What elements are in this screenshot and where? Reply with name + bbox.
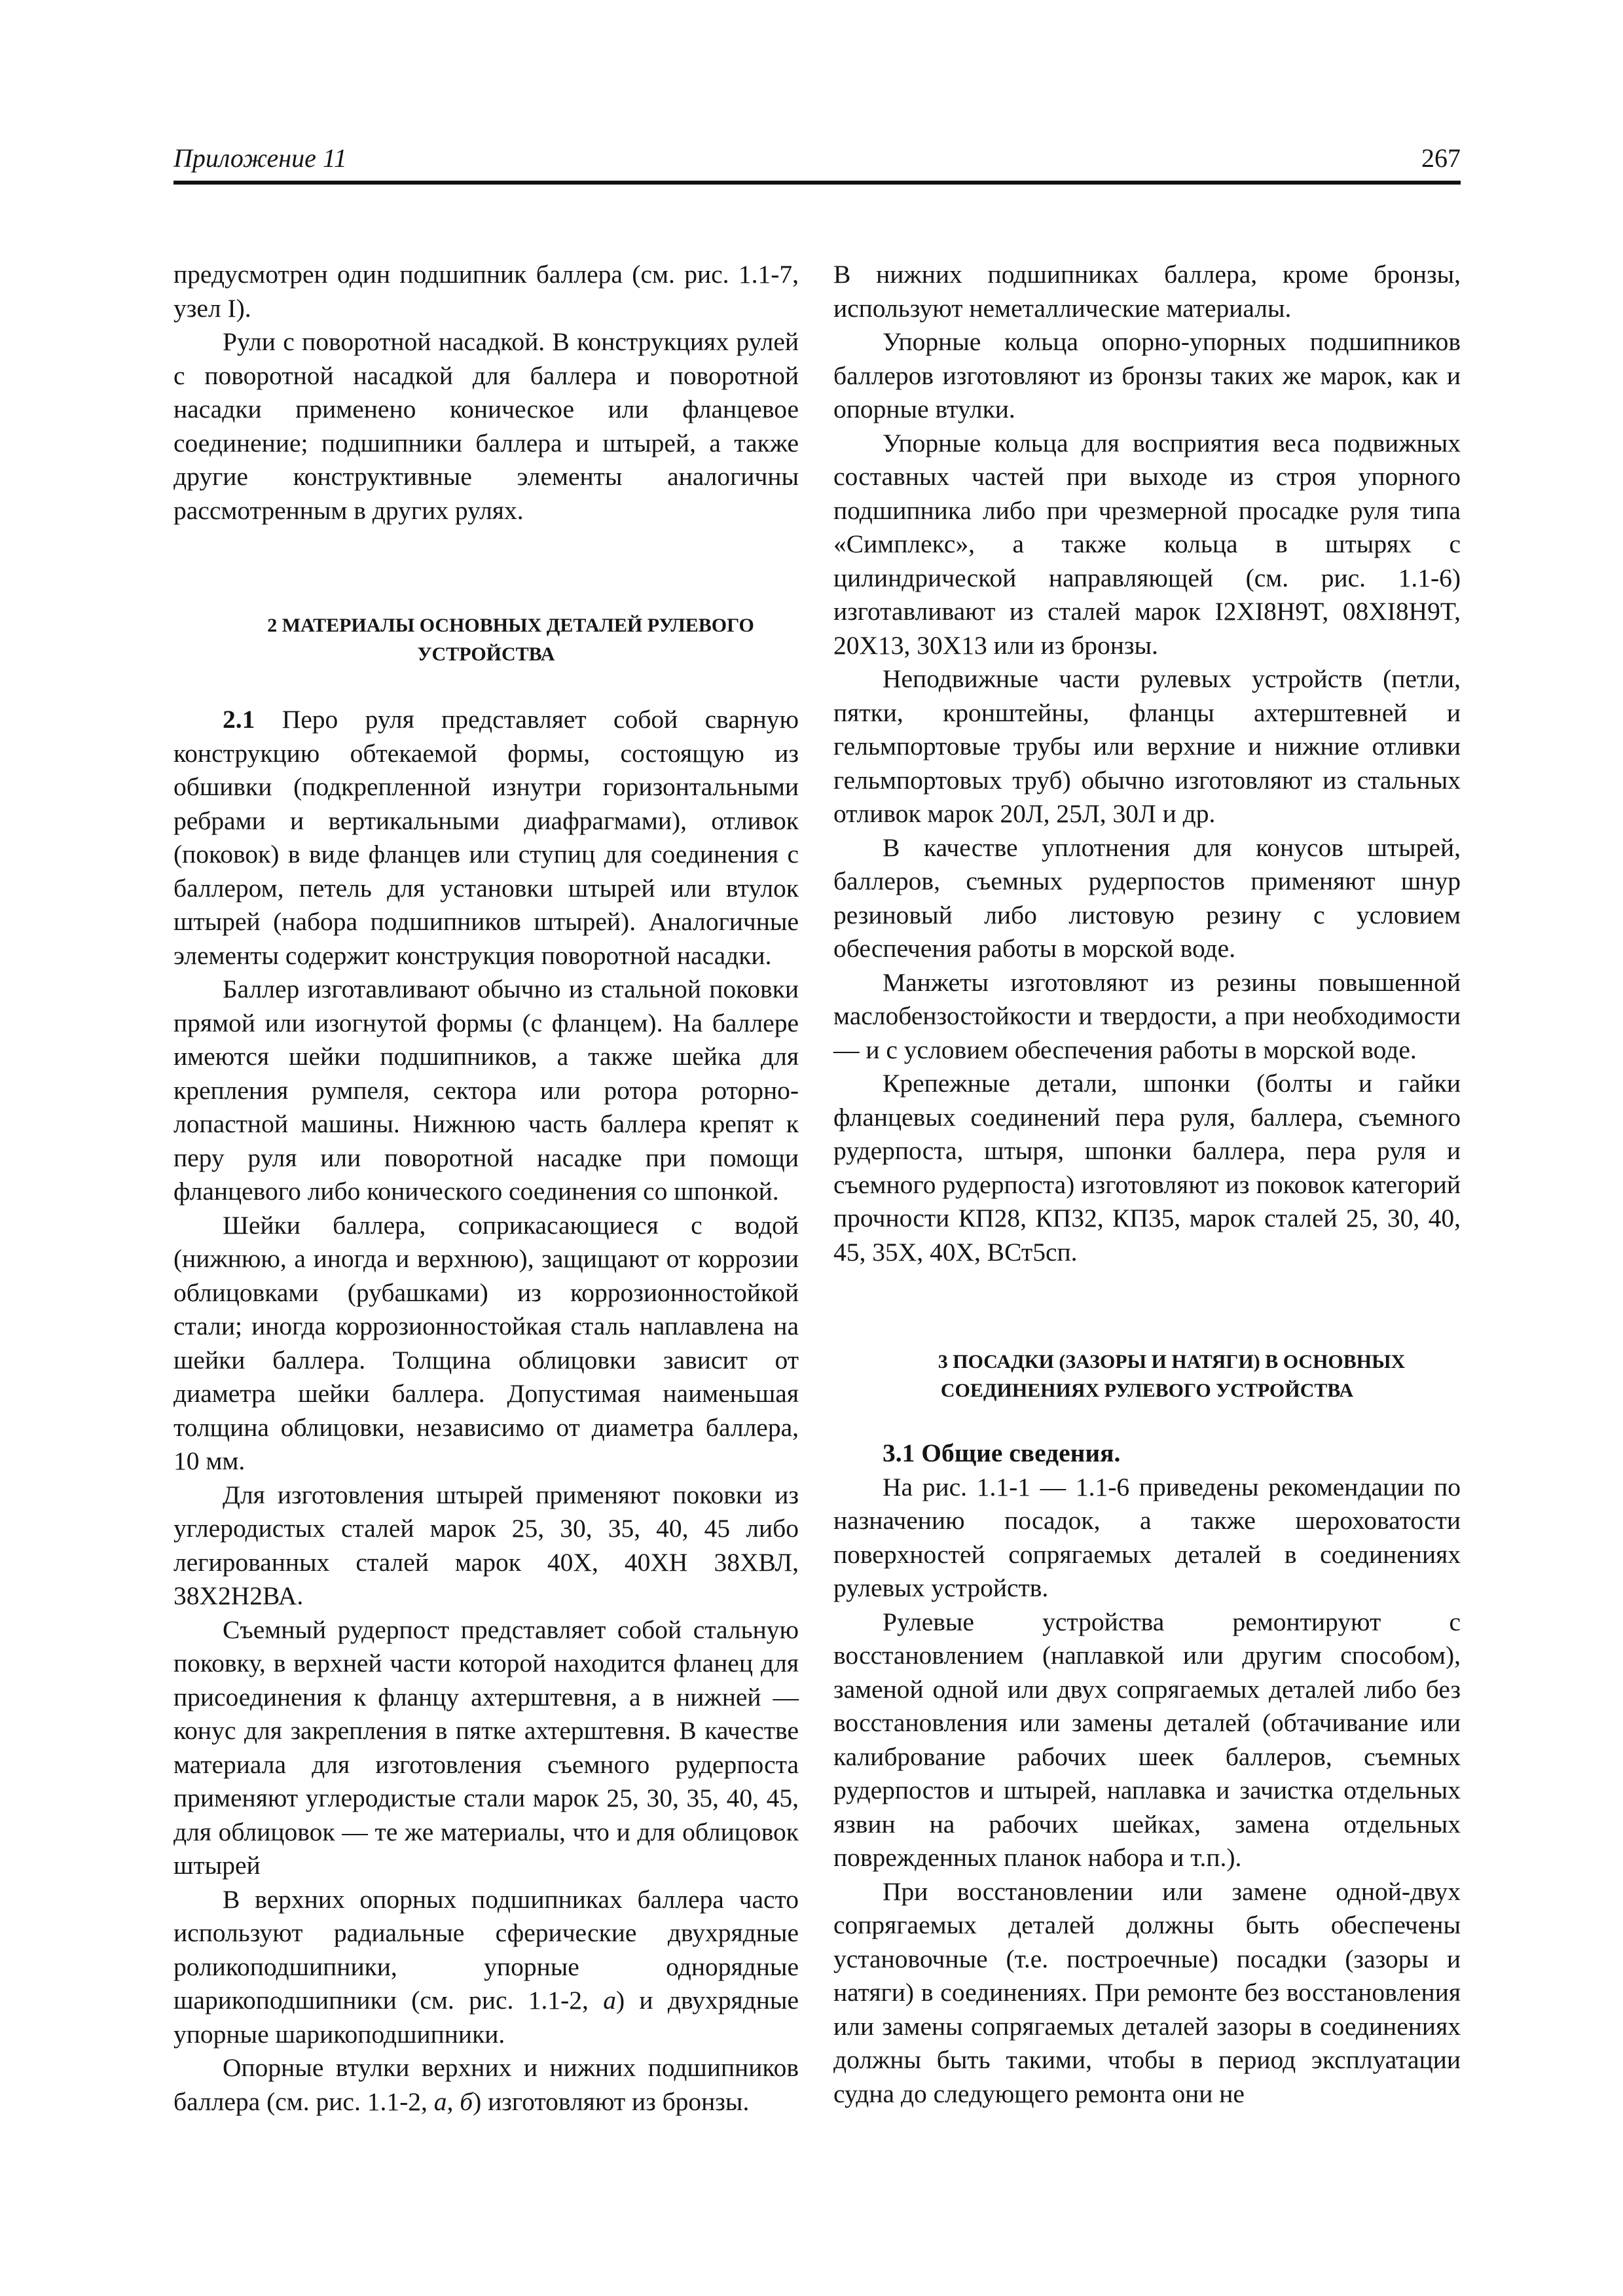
paragraph-text: В верхних опорных подшипниках баллера часто используют радиальные сферические двухрядные роликоподшипники, упорные однорядные шарикоподшипники (см. рис. 1.1-2, xyxy=(173,1884,799,2015)
subsection-title: 3.1 Общие сведения. xyxy=(883,1439,1121,1467)
paragraph: Съемный рудерпост представляет собой стальную поковку, в верхней части которой находится фланец для присоединения к фланцу ахтерштевня, а в нижней — конус для закрепления в пятке ахтерштевня. В качестве материала для изготовления съемного рудерпоста применяют углеродистые стали марок 25, 30, 35, 40, 45, для облицовок — те же материалы, что и для облицовок штырей xyxy=(173,1615,799,1880)
paragraph: Упорные кольца опорно-упорных подшипников баллеров изготовляют из бронзы таких же марок, как и опорные втулки. xyxy=(833,327,1461,423)
paragraph: Манжеты изготовляют из резины повышенной маслобензостойкости и твердости, а при необходимости — и с условием обеспечения работы в морской воде. xyxy=(833,967,1461,1064)
paragraph: Рулевые устройства ремонтируют с восстановлением (наплавкой или другим способом), заменой одной или двух сопрягаемых деталей либо без восстановления или замены деталей (обтачивание или калибрование рабочих шеек баллеров, съемных рудерпостов и штырей, наплавка и зачистка отдельных язвин на рабочих шейках, замена отдельных поврежденных планок набора и т.п.). xyxy=(833,1607,1461,1872)
page-number: 267 xyxy=(1421,143,1461,173)
paragraph xyxy=(173,1883,799,2052)
paragraph: Шейки баллера, соприкасающиеся с водой (нижнюю, а иногда и верхнюю), защищают от коррозии облицовками (рубашками) из коррозионностойкой стали; иногда коррозионностойкая сталь наплавлена на шейки баллера. Толщина облицовки зависит от диаметра шейки баллера. Допустимая наименьшая толщина облицовки, независимо от диаметра баллера, 10 мм. xyxy=(173,1210,799,1475)
paragraph: При восстановлении или замене одной-двух сопрягаемых деталей должны быть обеспечены установочные (т.е. построечные) посадки (зазоры и натяги) в соединениях. При ремонте без восстановления или замены сопрягаемых деталей зазоры в соединениях должны быть такими, чтобы в период эксплуатации судна до следующего ремонта они не xyxy=(833,1876,1461,2108)
paragraph: Неподвижные части рулевых устройств (петли, пятки, кронштейны, фланцы ахтерштевней и гельмпортовые трубы или верхние и нижние отливки гельмпортовых труб) обычно изготовляют из стальных отливок марок 20Л, 25Л, 30Л и др. xyxy=(833,664,1461,828)
figure-ref-italic: а xyxy=(603,1986,616,2015)
clause-number: 2.1 xyxy=(223,705,255,734)
running-title: Приложение 11 xyxy=(173,143,347,173)
paragraph: В качестве уплотнения для конусов штырей, баллеров, съемных рудерпостов применяют шнур резиновый либо листовую резину с условием обеспечения работы в морской воде. xyxy=(833,833,1461,963)
paragraph: Рули с поворотной насадкой. В конструкциях рулей с поворотной насадкой для баллера и поворотной насадки применено коническое или фланцевое соединение; подшипники баллера и штырей, а также другие конструктивные элементы аналогичны рассмотренным в других рулях. xyxy=(173,327,799,525)
paragraph: В нижних подшипниках баллера, кроме бронзы, используют неметаллические материалы. xyxy=(833,260,1461,323)
paragraph-text: ) и двухрядные упорные шарикоподшипники. xyxy=(173,1986,799,2049)
paragraph: предусмотрен один подшипник баллера (см. рис. 1.1-7, узел I). xyxy=(173,260,799,323)
figure-ref-italic: а, б xyxy=(433,2087,473,2116)
paragraph-text: Перо руля представляет собой сварную конструкцию обтекаемой формы, состоящую из обшивки (подкрепленной изнутри горизонтальными ребрами и вертикальными диафрагмами), отливок (поковок) в виде фланцев или ступиц для соединения с баллером, петель для установки штырей или втулок штырей (набора подшипников штырей). Аналогичные элементы содержит конструкция поворотной насадки. xyxy=(173,705,799,970)
section-heading-2: 2 МАТЕРИАЛЫ ОСНОВНЫХ ДЕТАЛЕЙ РУЛЕВОГО УСТРОЙСТВА xyxy=(267,615,754,665)
left-column xyxy=(173,258,799,2119)
paragraph: Упорные кольца для восприятия веса подвижных составных частей при выходе из строя упорного подшипника либо при чрезмерной просадке руля типа «Симплекс», а также кольца в штырях с цилиндрической направляющей (см. рис. 1.1-6) изготавливают из сталей марок I2XI8H9T, 08XI8H9T, 20X13, 30X13 или из бронзы. xyxy=(833,428,1461,660)
paragraph-text: Опорные втулки верхних и нижних подшипников баллера (см. рис. 1.1-2, xyxy=(173,2053,799,2116)
paragraph: Для изготовления штырей применяют поковки из углеродистых сталей марок 25, 30, 35, 40, 45 либо легированных сталей марок 40Х, 40ХН 38ХВЛ, 38Х2Н2ВА. xyxy=(173,1480,799,1610)
paragraph-text: ) изготовляют из бронзы. xyxy=(473,2087,750,2116)
right-column xyxy=(833,258,1461,2111)
subsection-heading-3-1 xyxy=(833,1437,1461,1471)
paragraph xyxy=(173,2051,799,2119)
paragraph: Баллер изготавливают обычно из стальной поковки прямой или изогнутой формы (с фланцем). На баллере имеются шейки подшипников, а также шейка для крепления румпеля, сектора или ротора роторно-лопастной машины. Нижнюю часть баллера крепят к перу руля или поворотной насадке при помощи фланцевого либо конического соединения со шпонкой. xyxy=(173,975,799,1206)
section-heading-3: 3 ПОСАДКИ (ЗАЗОРЫ И НАТЯГИ) В ОСНОВНЫХ СОЕДИНЕНИЯХ РУЛЕВОГО УСТРОЙСТВА xyxy=(938,1351,1406,1401)
page-header xyxy=(173,143,1461,185)
paragraph: Крепежные детали, шпонки (болты и гайки фланцевых соединений пера руля, баллера, съемного рудерпоста, штыря, шпонки баллера, пера руля и съемного рудерпоста) изготовляют из поковок категорий прочности КП28, КП32, КП35, марок сталей 25, 30, 40, 45, 35Х, 40Х, ВСт5сп. xyxy=(833,1069,1461,1266)
paragraph-2-1 xyxy=(173,703,799,973)
paragraph: На рис. 1.1-1 — 1.1-6 приведены рекомендации по назначению посадок, а также шероховатости поверхностей сопрягаемых деталей в соединениях рулевых устройств. xyxy=(833,1472,1461,1602)
